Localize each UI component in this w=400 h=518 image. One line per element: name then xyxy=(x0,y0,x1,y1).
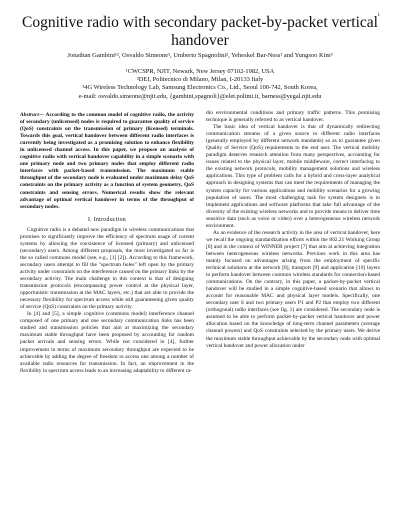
affiliation-line: ¹CWCSPR, NJIT, Newark, New Jersey 07102-1982, USA xyxy=(125,68,275,75)
body-paragraph: In [4] and [5], a simple cognitive (commons model) interference channel composed of one primary and one secondary communication links has been studied and transmission policies that aim at maximizing the secondary maximum stable throughput have been proposed by accounting for random packet arrivals and sensing errors. While not considered in [4], further improvement in terms of maximum secondary throughput are expected to be achievable by adding the degree of freedom to access one among a number of available radio resources for transmission. In fact, an improvement in the flexibility in spectrum access leads to an increasing adaptability to different ra- xyxy=(20,311,194,374)
section-heading: I. Introduction xyxy=(88,216,126,223)
body-paragraph: dio environmental conditions and primary traffic patterns. This promising technique is generally referred to as vertical handover. xyxy=(206,110,380,124)
body-paragraph: The basic idea of vertical handover is that of dynamically redirecting communication streams of a given source to different radio interfaces (generally employed by different network standards) so as to guarantee given Quality of Service (QoS) requirements to the end user. The vertical mobility paradigm deserves research attention from many perspectives, accounting for issues related to the physical layer, mobile middleware, correct interfacing to the existing network protocols, mobility management solutions and wireless applications. This type of problem calls for a hybrid and cross-layer analytical approach in designing systems that can meet the requirements of managing the system capacity for various applications and mobility scenarios for a growing population of users. The most challenging task for system designers is to implement applications and software platforms that take full advantage of the diversity of the existing wireless networks and to provide means to deliver time sensitive data (such as voice or video) over a heterogeneous wireless network environment. xyxy=(206,124,380,229)
body-paragraph: As an evidence of the research activity in the area of vertical handover, here we recall the ongoing standardization efforts within the 802.21 Working Group [6] and in the context of WINNER project [7] that aim at achieving integration between heterogeneous wireless networks. Previous work in this area has mainly focused on advantages arising from the employment of specific technical solutions at the network [8], transport [9] and application [10] layers to perform handover between common wireless standards for connection-based communications. On the contrary, in this paper, a packet-by-packet vertical handover will be studied in a simple cognitive-based scenario that allows to account for reasonable MAC and physical layer models. Specifically, one secondary user S and two primary users P1 and P2 that employ two different (orthogonal) radio interfaces (see fig. 1) are considered. The secondary node is assumed to be able to perform packet-by-packet vertical handover and power allocation based on the knowledge of long-term channel parameters (average channel powers) and QoS constraints selected by the primary users. We derive the maximum stable throughput achievable by the secondary node with optimal vertical handover and power allocation under xyxy=(206,229,380,349)
body-paragraph: Cognitive radio is a debated new paradigm in wireless communications that promises to significantly improve the efficiency of spectrum usage of current systems by allowing the coexistence of licensed (primary) and unlicensed (secondary) users. Among different proposals, the most investigated so far is the so called commons model (see, e.g., [1] [2]). According to this framework, secondary users attempt to fill the "spectrum holes" left open by the primary activity under constraints on the interference caused on the primary links by the secondary activity. The main challenge in this context is that of designing transmission protocols (encompassing power control at the physical layer, opportunistic transmission at the MAC layers, etc.) that are able to provide the necessary flexibility for spectrum access while still guaranteeing given quality of service (QoS) constraints on the primary activity. xyxy=(20,226,194,311)
affiliations xyxy=(20,68,380,101)
affiliation-line: ³4G Wireless Technology Lab, Samsung Electronics Co., Ltd., Seoul 100-742, South Korea, xyxy=(82,84,318,92)
affiliation-line: ²DEI, Politecnico di Milano, Milan, I-20133 Italy xyxy=(136,76,264,84)
paper-title: Cognitive radio with secondary packet-by-packet vertical handover xyxy=(22,14,378,49)
author-list: Jonathan Gambini¹², Osvaldo Simeone¹, Umberto Spagnolini², Yeheskel Bar-Ness¹ and Yungsoo Kim³ xyxy=(67,52,333,59)
abstract xyxy=(20,112,194,211)
left-column xyxy=(20,112,194,375)
right-column xyxy=(206,110,380,350)
page-number: 1 xyxy=(377,13,380,18)
contact-emails: e-mail: osvaldo.simeone@njit.edu, {gambini,spagnoli}@elet.polimi.it, barness@yegal.njit.edu xyxy=(78,92,322,100)
abstract-label: Abstract xyxy=(20,112,39,118)
abstract-text: — According to the common model of cognitive radio, the activity of secondary (unlicensed) nodes is required to guarantee quality of service (QoS) constraints on the transmission of primary (licensed) terminals. Towards this goal, vertical handover between different radio interfaces is currently being investigated as a promising solution to enhance flexibility in unlicensed channel access. In this paper, we propose an analysis of cognitive radio with vertical handover capability in a simple scenario with one primary node and two primary nodes that employ different radio interfaces with packet-based transmission. The maximum stable throughput of the secondary node is evaluated under maximum delay QoS constraints on the primary activity as a function of system geometry, QoS constraints and sensing errors. Numerical results show the relevant advantage of optimal vertical handover in terms of the throughput of secondary nodes. xyxy=(20,112,194,210)
